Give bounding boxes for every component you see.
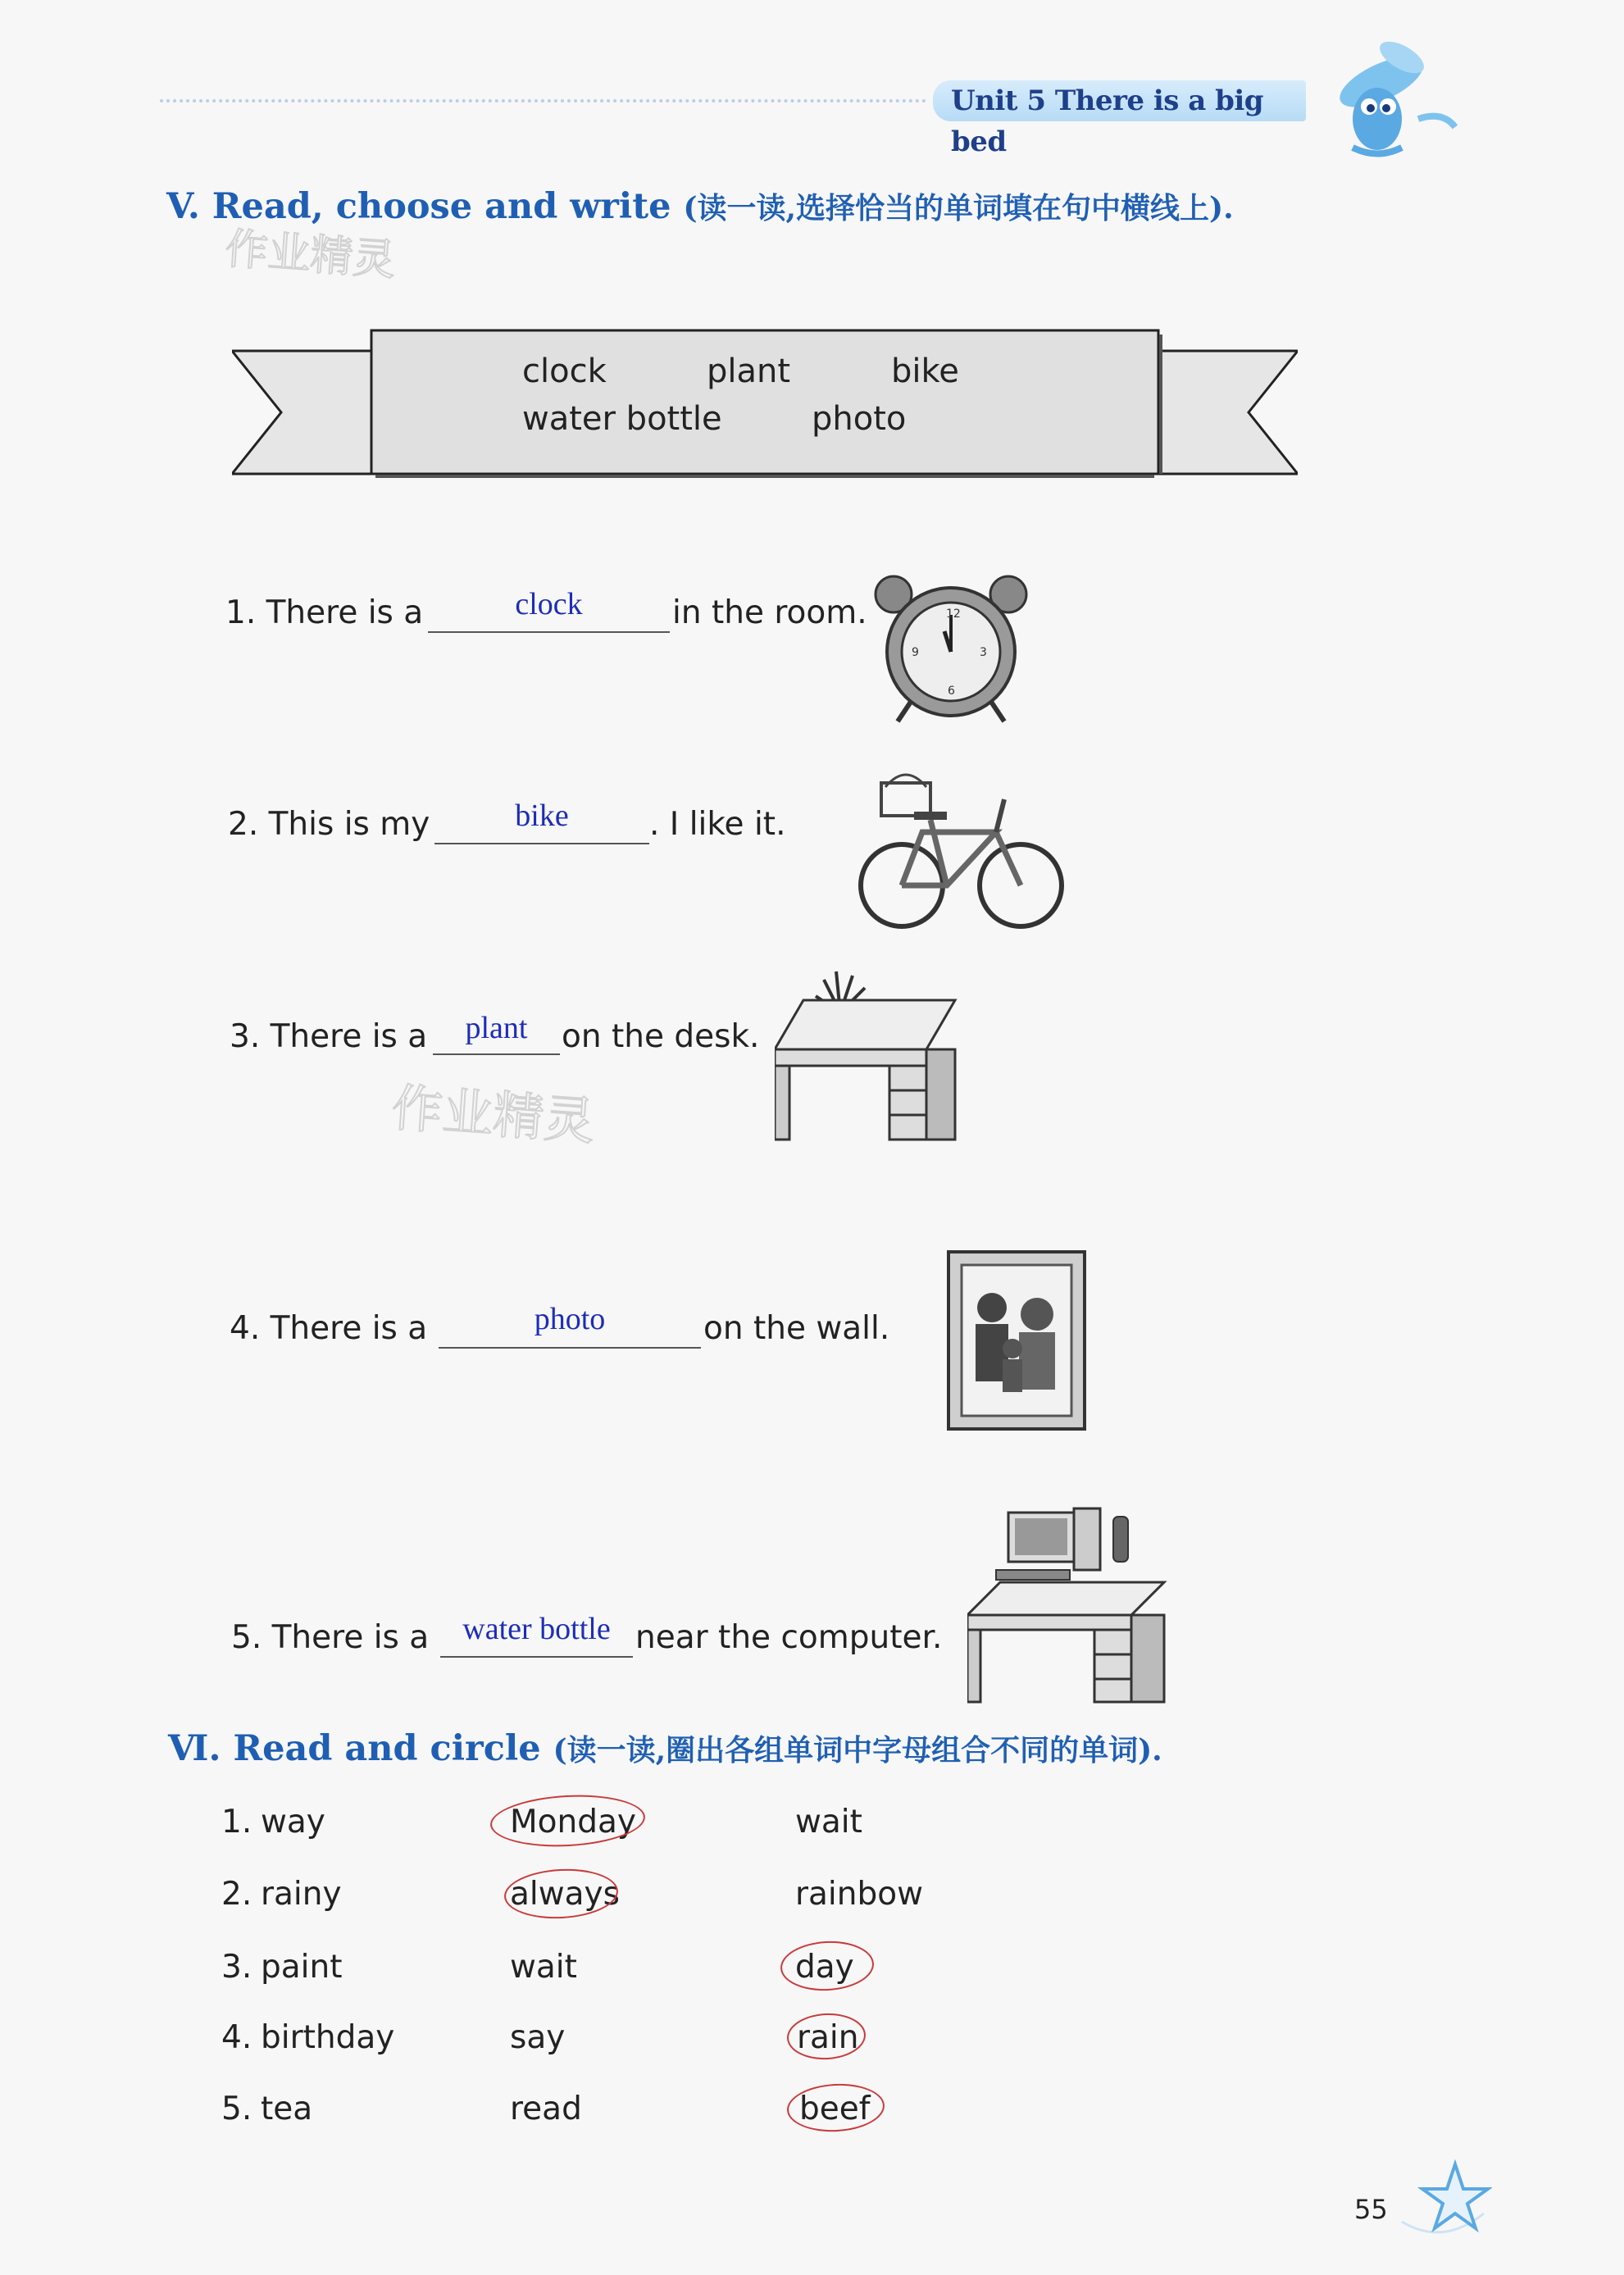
question-4-prefix: 4. There is a	[230, 1310, 428, 1347]
word-option[interactable]: paint	[261, 1949, 343, 1986]
word-option-circled[interactable]: beef	[799, 2091, 871, 2127]
page-number: 55	[1354, 2194, 1388, 2225]
row-number: 1.	[221, 1804, 252, 1840]
question-4-suffix: on the wall.	[703, 1310, 890, 1347]
svg-text:3: 3	[980, 646, 987, 659]
answer-3: plant	[465, 1011, 528, 1045]
svg-text:9: 9	[912, 646, 919, 659]
word-option[interactable]: rainbow	[795, 1876, 923, 1913]
word-option[interactable]: rainy	[261, 1876, 342, 1913]
answer-4: photo	[534, 1302, 606, 1336]
mascot-icon	[1303, 25, 1467, 164]
section-5-title-cn: (读一读,选择恰当的单词填在句中横线上).	[683, 191, 1234, 225]
word-option[interactable]: wait	[510, 1949, 577, 1986]
question-3-prefix: 3. There is a	[230, 1018, 428, 1055]
svg-text:12: 12	[946, 607, 961, 621]
answer-1: clock	[515, 587, 583, 621]
section-6-title-en: Ⅵ. Read and circle	[168, 1728, 541, 1769]
svg-text:6: 6	[948, 685, 955, 698]
answer-5: water bottle	[462, 1612, 611, 1646]
question-1-prefix: 1. There is a	[225, 594, 424, 631]
row-number: 3.	[221, 1949, 252, 1986]
word-option-circled[interactable]: always	[510, 1876, 620, 1913]
question-5-prefix: 5. There is a	[231, 1619, 430, 1656]
word-bank-item: plant	[707, 353, 791, 390]
row-number: 4.	[221, 2019, 252, 2056]
answer-circle	[780, 1939, 876, 1993]
word-option-circled[interactable]: Monday	[510, 1804, 636, 1840]
word-option[interactable]: tea	[261, 2091, 313, 2127]
word-option-circled[interactable]: rain	[797, 2019, 859, 2056]
word-option[interactable]: way	[261, 1804, 325, 1840]
answer-circle	[489, 1791, 647, 1850]
answer-2: bike	[515, 799, 569, 833]
computer-desk-icon	[967, 1500, 1168, 1705]
section-6-title-cn: (读一读,圈出各组单词中字母组合不同的单词).	[553, 1733, 1162, 1768]
word-bank-item: water bottle	[522, 400, 722, 438]
family-photo-icon	[947, 1250, 1086, 1431]
watermark: 作业精灵	[389, 1077, 597, 1152]
question-2-suffix: . I like it.	[649, 806, 786, 843]
star-icon	[1394, 2156, 1492, 2246]
word-bank-item: bike	[891, 353, 959, 390]
alarm-clock-icon	[869, 570, 1033, 726]
row-number: 2.	[221, 1876, 252, 1913]
word-option[interactable]: birthday	[261, 2019, 395, 2056]
question-3-suffix: on the desk.	[562, 1018, 760, 1055]
word-option[interactable]: say	[510, 2019, 566, 2056]
word-option[interactable]: read	[510, 2091, 582, 2127]
watermark: 作业精灵	[223, 224, 398, 286]
question-2-prefix: 2. This is my	[228, 806, 430, 843]
desk-with-plant-icon	[775, 963, 959, 1144]
unit-title-banner: Unit 5 There is a big bed	[933, 80, 1306, 121]
word-bank-item: clock	[522, 353, 607, 390]
word-bank-item: photo	[812, 400, 907, 438]
word-option[interactable]: wait	[795, 1804, 862, 1840]
word-option-circled[interactable]: day	[795, 1949, 854, 1986]
bicycle-icon	[857, 762, 1070, 935]
question-1-suffix: in the room.	[672, 594, 867, 631]
section-6-title	[168, 1727, 1162, 1769]
section-5-title-en: V. Read, choose and write	[166, 186, 671, 227]
answer-circle	[503, 1866, 620, 1921]
header-dotted-line	[160, 99, 926, 102]
question-5-suffix: near the computer.	[635, 1619, 943, 1656]
row-number: 5.	[221, 2091, 252, 2127]
